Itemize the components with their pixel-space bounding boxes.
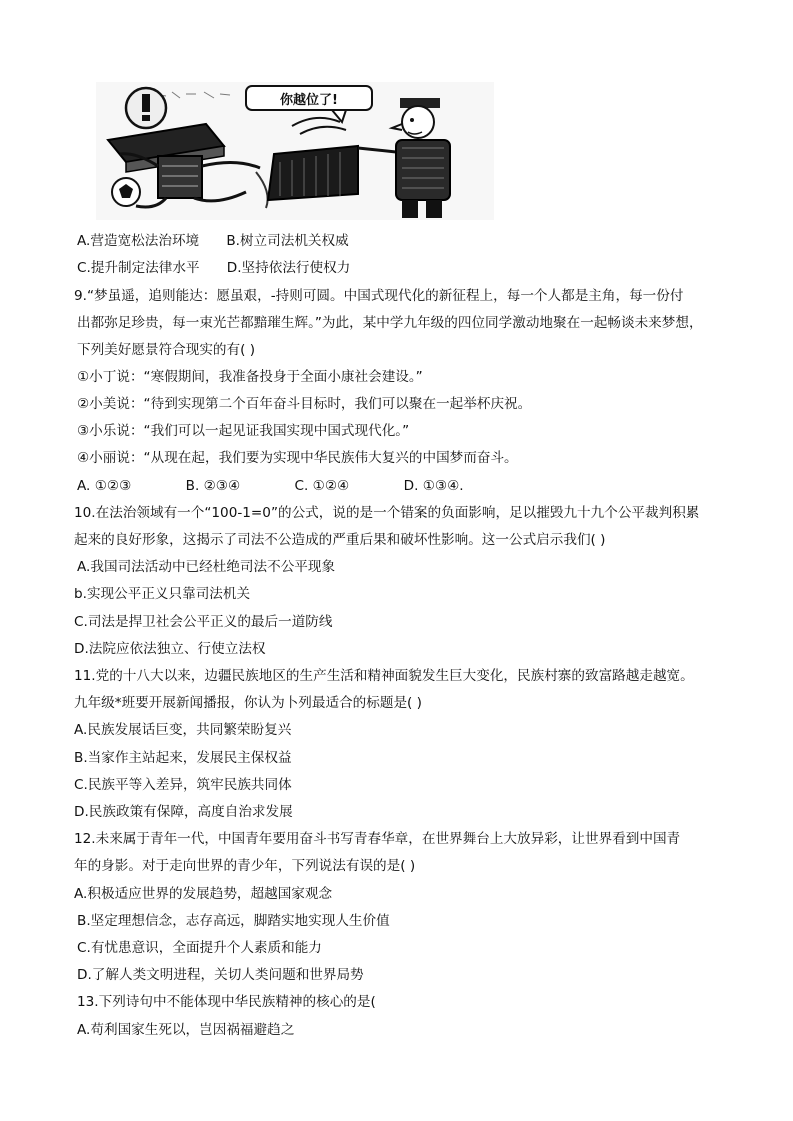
question-stem: 起来的良好形象，这揭示了司法不公造成的严重后果和破坏性影响。这一公式启示我们( ) [74, 532, 606, 548]
option-line: A.积极适应世界的发展趋势，超越国家观念 [74, 886, 333, 902]
option-line: A.营造宽松法治环境 B.树立司法机关权威 [77, 233, 349, 249]
question-stem: 10.在法治领域有一个“100-1=0”的公式，说的是一个错案的负面影响，足以摧毁九十九个公平裁判积累 [74, 505, 700, 521]
speech-bubble-text: 你越位了! [280, 93, 338, 108]
option-line: C.司法是捍卫社会公平正义的最后一道防线 [74, 614, 333, 630]
option-line: D.了解人类文明进程，关切人类问题和世界局势 [77, 967, 364, 983]
question-stem: 9.“梦虽遥，追则能达：愿虽艰，-持则可圆。中国式现代化的新征程上，每一个人都是主角，每一份付 [74, 288, 684, 304]
option-line: B.当家作主站起来，发展民主保权益 [74, 750, 292, 766]
question-stem: 下列美好愿景符合现实的有( ) [77, 342, 256, 358]
exclamation-icon [126, 88, 166, 128]
option-line: b.实现公平正义只靠司法机关 [74, 586, 251, 602]
statement-line: ③小乐说：“我们可以一起见证我国实现中国式现代化。” [77, 423, 410, 439]
statement-line: ②小美说：“待到实现第二个百年奋斗目标时，我们可以聚在一起举杯庆祝。 [77, 396, 532, 412]
question-stem: 年的身影。对于走向世界的青少年，下列说法有误的是( ) [74, 858, 416, 874]
option-line: D.民族政策有保障，高度自治求发展 [74, 804, 293, 820]
option-line: A. ①②③ B. ②③④ C. ①②④ D. ①③④. [77, 478, 464, 494]
statement-line: ④小丽说：“从现在起，我们要为实现中华民族伟大复兴的中国梦而奋斗。 [77, 450, 518, 466]
referee-cartoon [96, 82, 494, 220]
option-line: A.民族发展话巨变，共同繁荣盼复兴 [74, 722, 292, 738]
option-line: C.提升制定法律水平 D.坚持依法行使权力 [77, 260, 351, 276]
question-stem: 13.下列诗句中不能体现中华民族精神的核心的是( [77, 994, 376, 1010]
option-line: B.坚定理想信念，志存高远，脚踏实地实现人生价值 [77, 913, 390, 929]
question-stem: 11.党的十八大以来，边疆民族地区的生产生活和精神面貌发生巨大变化，民族村寨的致富路越走越宽。 [74, 668, 694, 684]
option-line: C.民族平等入差异，筑牢民族共同体 [74, 777, 292, 793]
option-line: A.我国司法活动中已经杜绝司法不公平现象 [77, 559, 336, 575]
option-line: C.有忧患意识，全面提升个人素质和能力 [77, 940, 322, 956]
soccer-ball-icon [112, 178, 140, 206]
statement-line: ①小丁说：“寒假期间，我准备投身于全面小康社会建设。” [77, 369, 423, 385]
question-stem: 12.未来属于青年一代，中国青年要用奋斗书写青春华章，在世界舞台上大放异彩，让世界看到中国青 [74, 831, 681, 847]
question-stem: 出都弥足珍贵，每一束光芒都黯璀生辉。”为此，某中学九年级的四位同学激动地聚在一起畅谈未来梦想， [77, 315, 703, 331]
question-stem: 九年级*班要开展新闻播报，你认为卜列最适合的标题是( ) [74, 695, 422, 711]
option-line: D.法院应依法独立、行使立法权 [74, 641, 266, 657]
option-line: A.苟利国家生死以，岂因祸福避趋之 [77, 1022, 295, 1038]
